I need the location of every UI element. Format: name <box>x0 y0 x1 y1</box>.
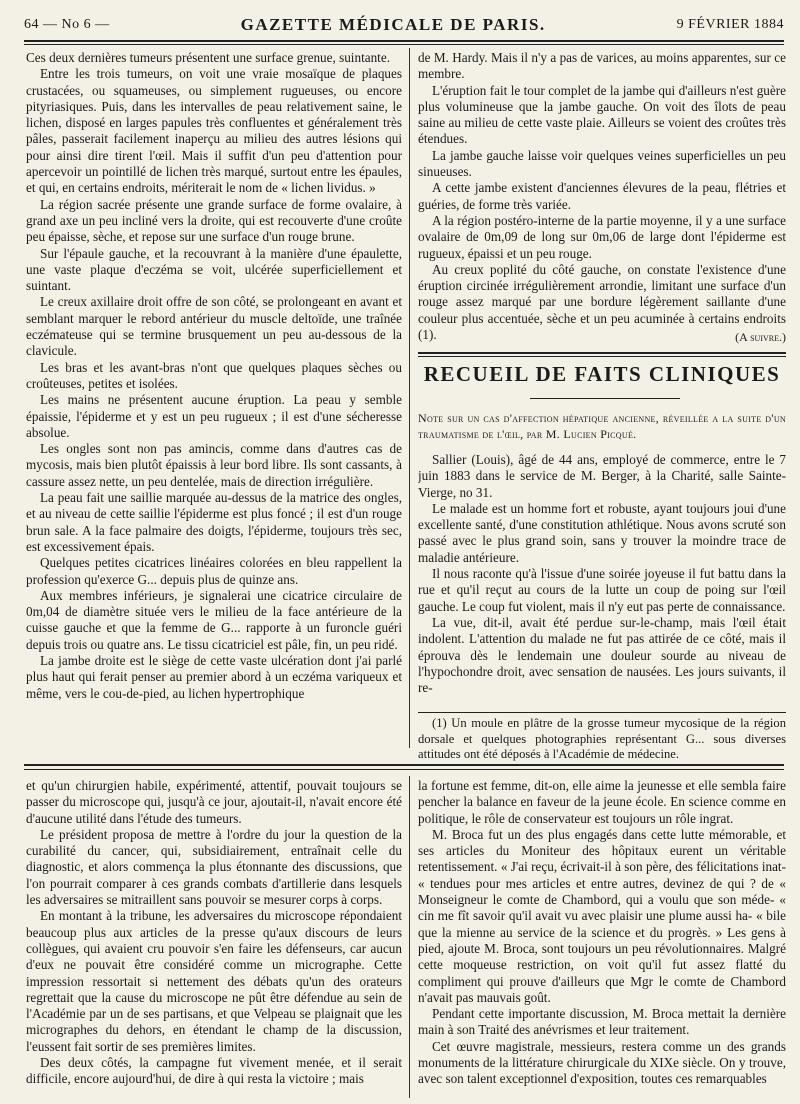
column-divider-top <box>409 48 410 748</box>
paragraph: la fortune est femme, dit-on, elle aime la jeunesse et elle sembla faire pencher la balance en faveur de la jeune école. En science comme en politique, le rôle de conservateur est toujours un rôle ingrat. <box>418 778 786 826</box>
paragraph: de M. Hardy. Mais il n'y a pas de varices, au moins apparentes, sur ce membre. <box>418 50 786 82</box>
paragraph: Cet œuvre magistrale, messieurs, restera comme un des grands monuments de la littérature chirurgicale du XIXe siècle. On y trouve, avec son talent exceptionnel d'exposition, toutes ces remarquables <box>418 1038 786 1087</box>
header-rule <box>24 40 784 42</box>
paragraph: Il nous raconte qu'à l'issue d'une soirée joyeuse il fut battu dans la rue et qu'il reçut au cours de la lutte un coup de poing sur l'œil gauche. Le coup fut violent, mais il n'y eut pas perte de connaissance. <box>418 566 786 614</box>
feuilleton-rule <box>24 764 784 766</box>
article-title: Note sur un cas d'affection hépatique ancienne, réveillée a la suite d'un traumatisme de l'œil, par M. Lucien Picqué. <box>418 411 786 441</box>
paragraph: Le malade est un homme fort et robuste, ayant toujours joui d'une excellente santé, d'une constitution athlétique. Nous avons scruté son passé avec le plus grand soin, sans y trouver la moindre trace de maladie antérieure. <box>418 500 786 565</box>
paragraph: Les ongles sont non pas amincis, comme dans d'autres cas de mycosis, mais bien plutôt épaissis à leur bord libre. Ils sont cassants, à cassure assez nette, un peu dentelée, mais de direction irrégulière. <box>26 441 402 489</box>
to-be-continued: (A suivre.) <box>735 330 786 344</box>
paragraph: La région sacrée présente une grande surface de forme ovalaire, à grand axe un peu incliné vers la droite, qui est recouverte d'une croûte peu épaisse, sèche, et repose sur une surface d'un rouge brune. <box>26 196 402 245</box>
page-number: 64 — No 6 — <box>24 17 110 32</box>
feuilleton-rule-thin <box>24 769 784 770</box>
paragraph: Quelques petites cicatrices linéaires colorées en bleu rappellent la profession qu'exerce G... depuis plus de quinze ans. <box>26 555 402 587</box>
column-divider-bottom <box>409 776 410 1098</box>
section-rule <box>418 352 786 354</box>
paragraph: Ces deux dernières tumeurs présentent une surface grenue, suintante. <box>26 50 390 65</box>
footnote <box>418 716 786 764</box>
paragraph: Pendant cette importante discussion, M. Broca mettait la dernière main à son Traité des anévrismes et leur traitement. <box>418 1006 786 1038</box>
paragraph: Les bras et les avant-bras n'ont que quelques plaques sèches ou croûteuses, petites et isolées. <box>26 359 402 391</box>
section-rule-thin <box>418 356 786 357</box>
paragraph: Des deux côtés, la campagne fut vivement menée, et il serait difficile, encore aujourd'hui, de dire à qui resta la victoire ; mais <box>26 1055 402 1087</box>
header-rule-thin <box>24 44 784 45</box>
section-title: RECUEIL DE FAITS CLINIQUES <box>423 362 781 386</box>
issue-date: 9 FÉVRIER 1884 <box>676 17 784 32</box>
column-3 <box>26 778 402 1096</box>
paragraph: Les mains ne présentent aucune éruption. La peau y semble épaissie, l'épiderme et y est un peu rugueux ; il est d'une sécheresse absolue. <box>26 392 402 440</box>
paragraph: Le président proposa de mettre à l'ordre du jour la question de la curabilité du cancer, qui, subsidiairement, entraînait celle du diagnostic, et alors commença la plus étonnante des discussions, que l'on pourrait comparer à ces grands combats d'artillerie dans lesquels les adversaires se mitraillent sans pouvoir se mesurer corps à corps. <box>26 826 402 908</box>
paragraph: et qu'un chirurgien habile, expérimenté, attentif, pouvait toujours se passer du microscope qui, jusqu'à ce jour, ajoutait-il, n'avait encore été d'aucune utilité dans l'étude des tumeurs. <box>26 778 402 826</box>
paragraph: Sallier (Louis), âgé de 44 ans, employé de commerce, entre le 7 juin 1883 dans le service de M. Berger, à la Charité, salle Sainte-Vierge, no 31. <box>418 452 786 500</box>
column-2-article <box>418 452 786 708</box>
paragraph: M. Broca fut un des plus engagés dans cette lutte mémorable, et ses articles du Moniteur des hôpitaux eurent un véritable retentissement. « J'ai reçu, écrivait-il à son père, des félicitations inat- « tendues pour mes articles et entre autres, devinez de qui ? de « Monseigneur le comte de Chambord, qui a voulu que son méde- « cin me fît savoir qu'il avait vu avec plaisir une plume aussi ha- « bile que la mienne au service de la science et du progrès. » Les gens à pied, ajoute M. Broca, sont toujours un peu révolutionnaires. Malgré cette moqueuse restriction, on voit qu'il fut assez flatté du compliment qui prouve d'ailleurs que Mgr le comte de Chambord n'avait pas mauvais goût. <box>418 826 786 1005</box>
column-1 <box>26 50 402 748</box>
paragraph: Entre les trois tumeurs, on voit une vraie mosaïque de plaques crustacées, ou squameuses, ou simplement rugueuses, ou encore pityriasiques. Puis, dans les intervalles de peau relativement saine, le lichen, disposé en larges papules très confluentes et généralement très pâles, passerait facilement inaperçu au milieu des autres lésions qui pour ainsi dire tirent l'œil. Mais il suffit d'un peu d'attention pour apercevoir un pointillé de lichen très marqué, surtout entre les épaules, et qui, en certains endroits, mériterait le nom de « lichen lividus. » <box>26 66 402 196</box>
column-4 <box>418 778 786 1096</box>
paragraph: Le creux axillaire droit offre de son côté, se prolongeant en avant et semblant marquer le rebord antérieur du muscle deltoïde, une traînée eczémateuse qui se termine brusquement un peu au-dessous de la clavicule. <box>26 294 402 359</box>
paragraph: La jambe gauche laisse voir quelques veines superficielles un peu sinueuses. <box>418 147 786 180</box>
paragraph: Aux membres inférieurs, je signalerai une cicatrice circulaire de 0m,04 de diamètre située vers le milieu de la face antérieure de la cuisse gauche et que la femme de G... rapporte à un furoncle guéri depuis trois ou quatre ans. Le tissu cicatriciel est pâle, fin, un peu ridé. <box>26 587 402 652</box>
footnote-rule <box>418 712 786 713</box>
paragraph: L'éruption fait le tour complet de la jambe qui d'ailleurs n'est guère plus volumineuse que la jambe gauche. On voit des îlots de peau saine au milieu de cette vaste plaie. Ailleurs se voient des croûtes très étendues. <box>418 82 786 147</box>
paragraph: Au creux poplité du côté gauche, on constate l'existence d'une éruption circinée irrégulièrement arrondie, limitant une surface d'un rouge assez marqué par une bordure légèrement saillante d'une couleur plus accentuée, sèche et un peu acuminée à certains endroits (1). <box>418 261 786 343</box>
paragraph: A cette jambe existent d'anciennes élevures de la peau, flétries et guéries, de forme très variée. <box>418 180 786 212</box>
column-2 <box>418 50 786 346</box>
paragraph: Sur l'épaule gauche, et la recouvrant à la manière d'une épaulette, une vaste plaque d'eczéma se voit, ulcérée superficiellement et suintant. <box>26 245 402 294</box>
paragraph: A la région postéro-interne de la partie moyenne, il y a une surface ovalaire de 0m,09 de long sur 0m,06 de large dont l'épiderme est rugueux, épaissi et un peu rouge. <box>418 212 786 261</box>
paragraph: La peau fait une saillie marquée au-dessus de la matrice des ongles, et au niveau de cette saillie l'épiderme est plus foncé ; il est d'un rouge brun sale. A la face palmaire des doigts, l'épiderme, toujours très sec, est excessivement épais. <box>26 490 402 554</box>
paragraph: La vue, dit-il, avait été perdue sur-le-champ, mais l'œil était indolent. L'attention du malade ne fut pas attirée de ce côté, mais il éprouva dès le lendemain une douleur sourde au niveau de l'hypochondre droit, avec sensation de nausées. Les jours suivants, il re- <box>418 614 786 696</box>
footnote-text: (1) Un moule en plâtre de la grosse tumeur mycosique de la région dorsale et quelques photographies représentant G... sous diverses attitudes ont été déposés à l'Académie de médecine. <box>418 716 786 761</box>
journal-title: GAZETTE MÉDICALE DE PARIS. <box>240 15 546 34</box>
page-header <box>24 12 784 38</box>
paragraph: En montant à la tribune, les adversaires du microscope répondaient beaucoup plus aux articles de la presse qu'aux discours de leurs collègues, qui avaient cru pouvoir s'en faire les défenseurs, car aucun d'eux ne pouvait être considéré comme un micrographe. Cette impression ressortait si nettement des débats qu'un des orateurs regrettait que la cause du microscope ne pût être défendue au sein de l'Académie par un de ses partisans, et que Velpeau se plaignait que les micrographes du dehors, en étendant le champ de la discussion, l'eussent fait sortir de ses premières limites. <box>26 908 402 1054</box>
paragraph: La jambe droite est le siège de cette vaste ulcération dont j'ai parlé plus haut qui ferait penser au premier abord à un eczéma variqueux et même, vers le cou-de-pied, au lichen hypertrophique <box>26 652 402 701</box>
section-title-underline <box>530 398 680 399</box>
